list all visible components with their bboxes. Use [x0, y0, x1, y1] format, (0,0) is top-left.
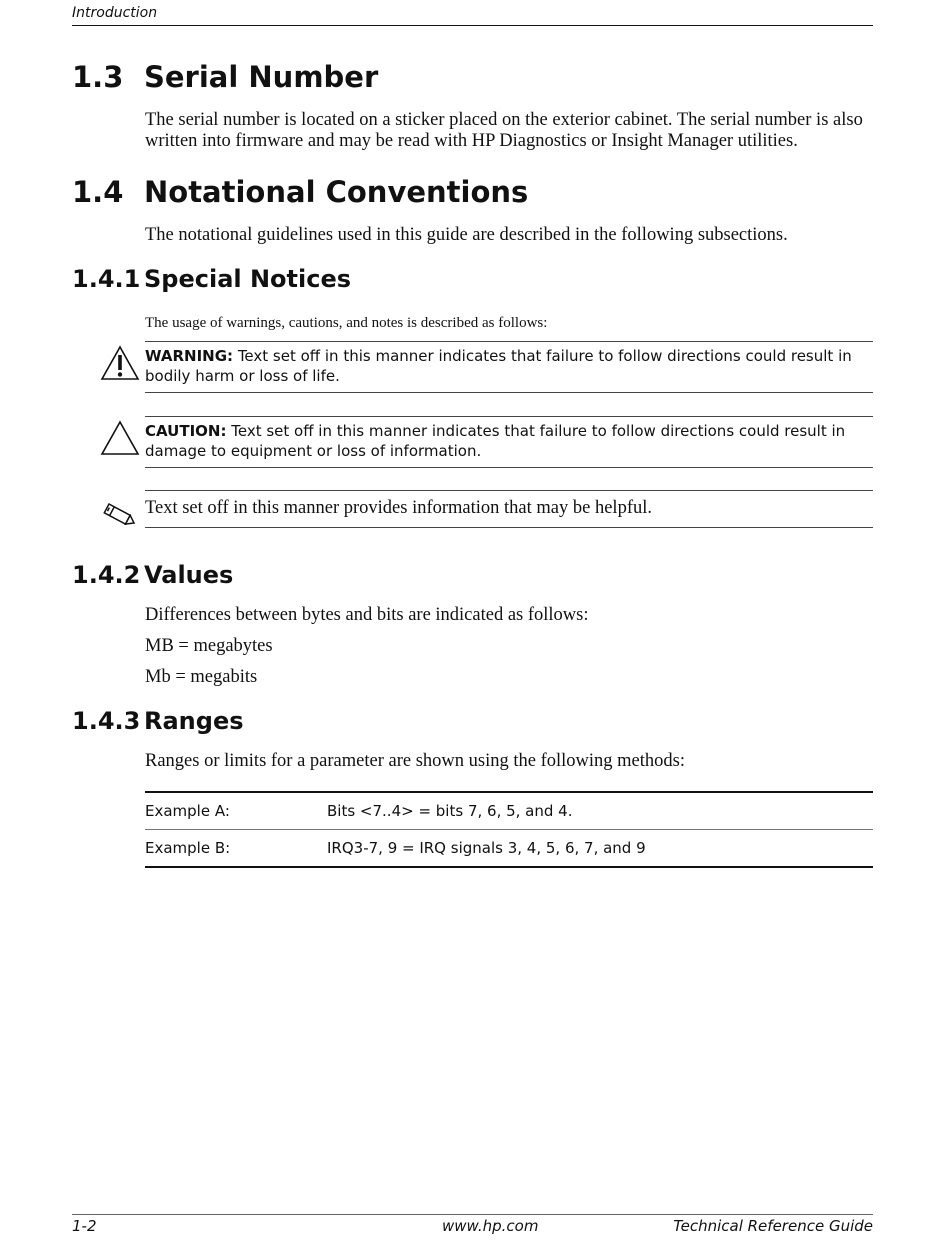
section-heading-1-4-2	[72, 561, 233, 589]
ranges-paragraph: Ranges or limits for a parameter are shown using the following methods:	[145, 751, 685, 771]
table-row	[145, 829, 873, 866]
caution-label: CAUTION:	[145, 422, 227, 440]
running-head: Introduction	[72, 5, 158, 21]
footer-doc-title: Technical Reference Guide	[673, 1217, 873, 1235]
special-notices-paragraph: The usage of warnings, cautions, and notes is described as follows:	[145, 315, 548, 331]
caution-body: Text set off in this manner indicates that failure to follow directions could result in damage to equipment or loss of information.	[145, 422, 846, 460]
section-title: Notational Conventions	[144, 175, 529, 209]
section-number: 1.4.3	[72, 707, 141, 735]
page-number: 1-2	[72, 1217, 97, 1235]
serial-number-paragraph: The serial number is located on a sticker placed on the exterior cabinet. The serial number is also written into firmware and may be read with HP Diagnostics or Insight Manager utilities.	[145, 110, 863, 151]
warning-label: WARNING:	[145, 347, 234, 365]
values-paragraph: Differences between bytes and bits are indicated as follows:	[145, 605, 589, 625]
warning-notice	[145, 341, 873, 393]
section-title: Serial Number	[144, 60, 379, 94]
warning-body: Text set off in this manner indicates that failure to follow directions could result in bodily harm or loss of life.	[145, 347, 852, 385]
warning-triangle-exclamation-icon	[100, 345, 140, 386]
section-title: Values	[144, 561, 234, 589]
table-cell-value: IRQ3-7, 9 = IRQ signals 3, 4, 5, 6, 7, and 9	[327, 839, 646, 857]
note-pencil-icon	[100, 500, 138, 535]
section-number: 1.3	[72, 60, 124, 94]
caution-triangle-icon	[100, 420, 140, 461]
notational-conventions-paragraph: The notational guidelines used in this guide are described in the following subsections.	[145, 225, 788, 245]
table-row	[145, 793, 873, 829]
section-heading-1-4	[72, 175, 528, 209]
footer-url: www.hp.com	[442, 1217, 539, 1235]
section-heading-1-4-3	[72, 707, 244, 735]
table-cell-label: Example A:	[145, 802, 230, 820]
section-title: Special Notices	[144, 265, 352, 293]
section-number: 1.4.1	[72, 265, 141, 293]
section-heading-1-3	[72, 60, 378, 94]
section-heading-1-4-1	[72, 265, 351, 293]
footer-rule	[72, 1214, 873, 1215]
values-line-mb: MB = megabytes	[145, 636, 273, 656]
warning-text	[145, 342, 873, 386]
section-title: Ranges	[144, 707, 244, 735]
ranges-table	[145, 791, 873, 868]
caution-notice	[145, 416, 873, 468]
section-number: 1.4	[72, 175, 124, 209]
note-text: Text set off in this manner provides information that may be helpful.	[145, 498, 652, 518]
table-cell-value: Bits <7..4> = bits 7, 6, 5, and 4.	[327, 802, 573, 820]
note-notice	[145, 490, 873, 528]
caution-text	[145, 417, 873, 461]
section-number: 1.4.2	[72, 561, 141, 589]
values-line-mbit: Mb = megabits	[145, 667, 258, 687]
header-rule	[72, 25, 873, 26]
table-cell-label: Example B:	[145, 839, 231, 857]
